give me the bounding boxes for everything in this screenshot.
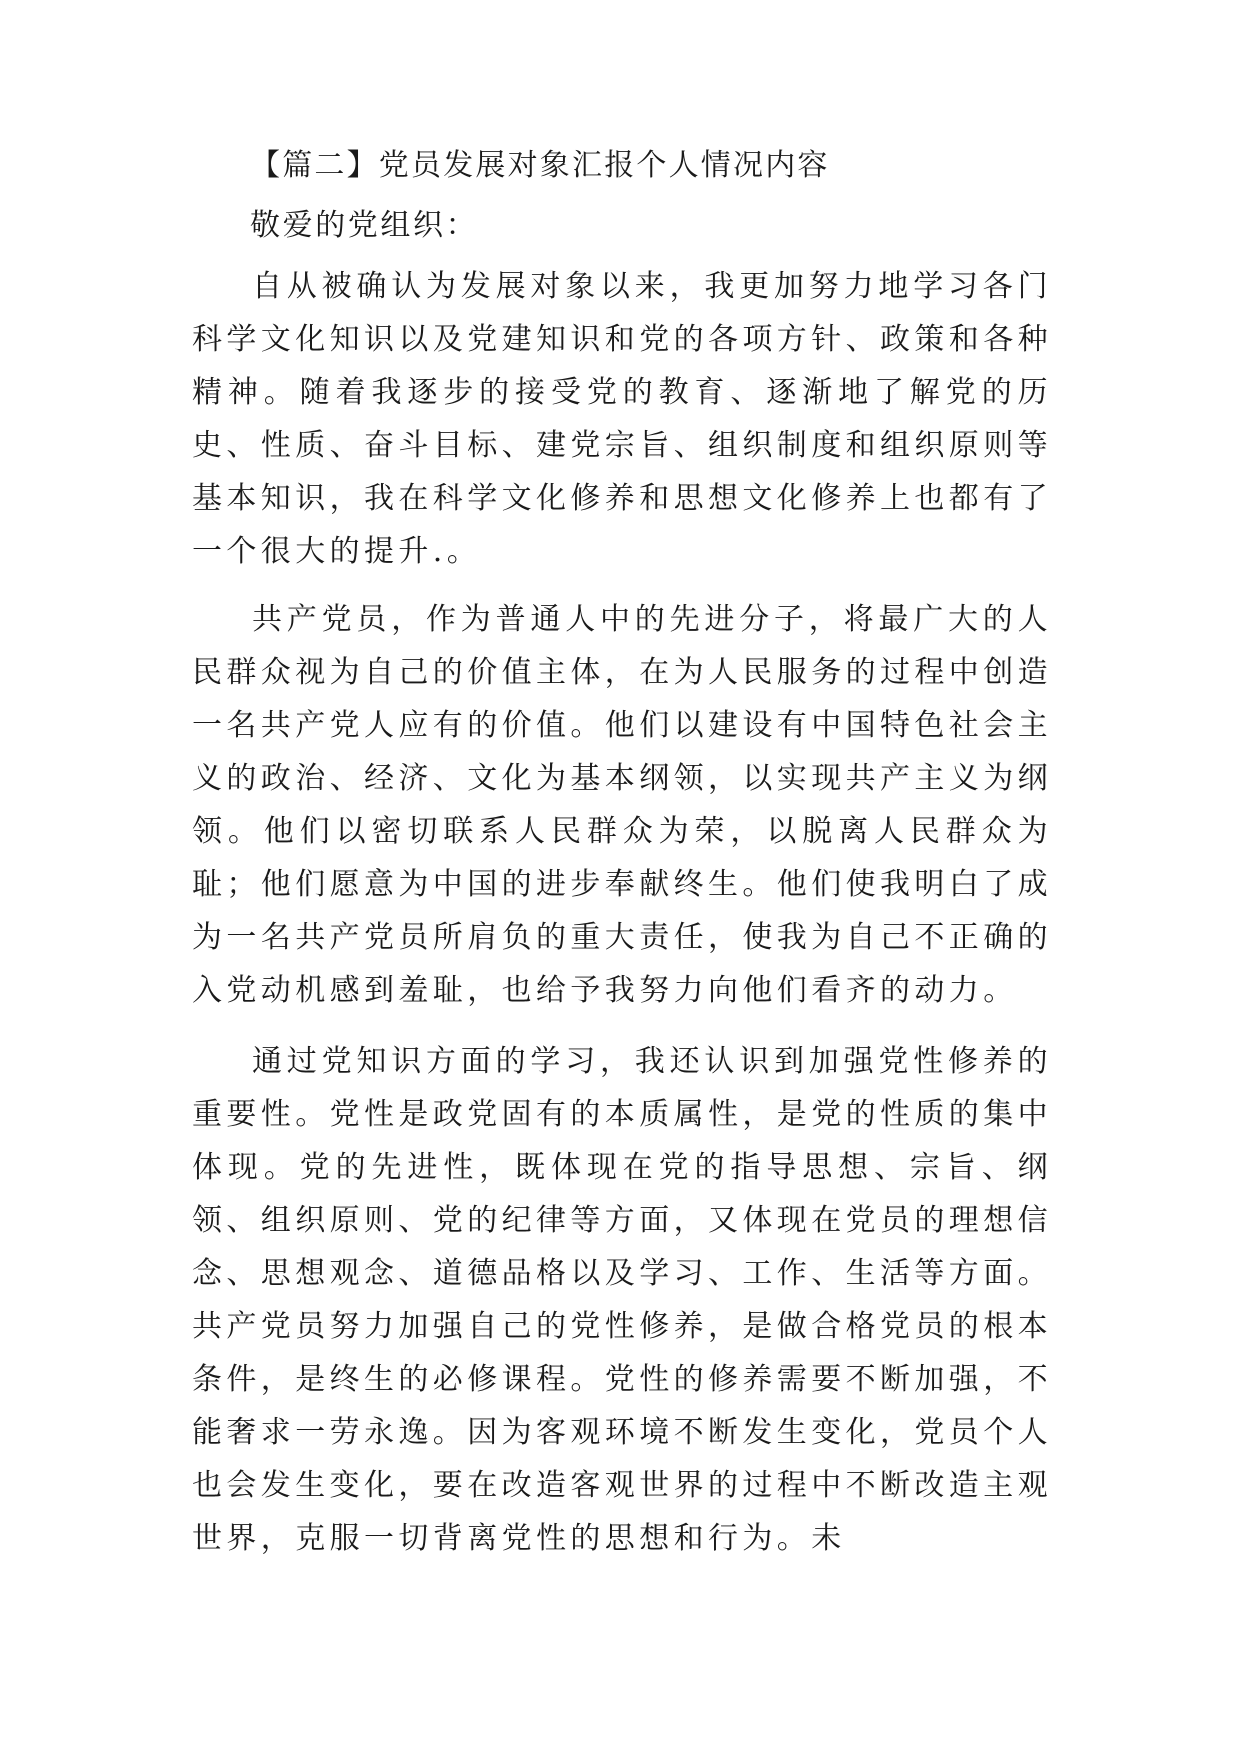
paragraph-1: 自从被确认为发展对象以来，我更加努力地学习各门科学文化知识以及党建知识和党的各项方针、政策和各种精神。随着我逐步的接受党的教育、逐渐地了解党的历史、性质、奋斗目标、建党宗旨、组织制度和组织原则等基本知识，我在科学文化修养和思想文化修养上也都有了一个很大的提升.。: [192, 269, 1052, 569]
document-heading: 【篇二】党员发展对象汇报个人情况内容: [250, 148, 830, 183]
document-body: [192, 138, 1052, 1565]
paragraph-3: 通过党知识方面的学习，我还认识到加强党性修养的重要性。党性是政党固有的本质属性，是党的性质的集中体现。党的先进性，既体现在党的指导思想、宗旨、纲领、组织原则、党的纪律等方面，又体现在党员的理想信念、思想观念、道德品格以及学习、工作、生活等方面。共产党员努力加强自己的党性修养，是做合格党员的根本条件，是终生的必修课程。党性的修养需要不断加强，不能奢求一劳永逸。因为客观环境不断发生变化，党员个人也会发生变化，要在改造客观世界的过程中不断改造主观世界，克服一切背离党性的思想和行为。未: [192, 1044, 1052, 1556]
salutation: 敬爱的党组织：: [250, 208, 479, 243]
paragraph-2: 共产党员，作为普通人中的先进分子，将最广大的人民群众视为自己的价值主体，在为人民服务的过程中创造一名共产党人应有的价值。他们以建设有中国特色社会主义的政治、经济、文化为基本纲领，以实现共产主义为纲领。他们以密切联系人民群众为荣，以脱离人民群众为耻；他们愿意为中国的进步奉献终生。他们使我明白了成为一名共产党员所肩负的重大责任，使我为自己不正确的入党动机感到羞耻，也给予我努力向他们看齐的动力。: [192, 602, 1052, 1008]
